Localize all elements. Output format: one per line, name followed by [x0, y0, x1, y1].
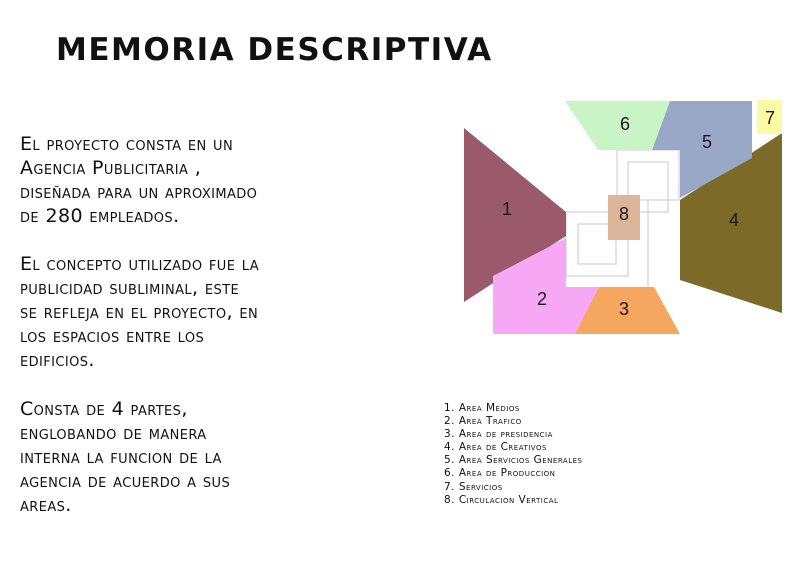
paragraph-line: Consta de 4 partes, — [20, 398, 188, 420]
paragraph-line: se refleja en el proyecto, en — [20, 301, 259, 323]
area-7-number: 7 — [764, 108, 776, 128]
paragraph-line: El proyecto consta en un — [20, 133, 234, 155]
legend-item: 1. Area Medios — [444, 402, 520, 414]
paragraph-line: El concepto utilizado fue la — [20, 253, 259, 275]
paragraph-concept — [20, 252, 259, 372]
paragraph-project — [20, 132, 257, 228]
area-8-number: 8 — [618, 204, 630, 224]
area-3-number: 3 — [618, 299, 630, 319]
paragraph-line: diseñada para un aproximado — [20, 181, 258, 203]
area-4-number: 4 — [728, 210, 740, 230]
paragraph-line: Agencia Publicitaria , — [20, 157, 202, 179]
legend-item: 2. Area Trafico — [444, 415, 522, 428]
legend-item: 8. Circulacion Vertical — [444, 493, 559, 506]
paragraph-line: areas. — [20, 494, 72, 516]
area-5-number: 5 — [701, 132, 713, 152]
legend-item: 7. Servicios — [444, 480, 503, 493]
legend-item: 4. Area de Creativos — [444, 441, 547, 454]
paragraph-line: de 280 empleados. — [20, 205, 180, 227]
paragraph-parts — [20, 397, 230, 517]
area-1-number: 1 — [501, 199, 513, 219]
legend-item: 5. Area Servicios Generales — [444, 454, 583, 467]
paragraph-line: edificios. — [20, 349, 95, 371]
page-title: MEMORIA DESCRIPTIVA — [56, 32, 493, 68]
paragraph-line: interna la funcion de la — [20, 446, 222, 468]
area-2-number: 2 — [536, 289, 548, 309]
legend-item: 6. Area de Produccion — [444, 467, 556, 480]
circulation-outline — [617, 150, 679, 200]
site-plan-diagram — [460, 96, 790, 342]
area-legend — [444, 402, 582, 507]
legend-item: 3. Area de presidencia — [444, 428, 553, 441]
area-6-shape — [565, 101, 670, 150]
paragraph-line: englobando de manera — [20, 422, 207, 444]
paragraph-line: los espacios entre los — [20, 325, 205, 347]
area-6-number: 6 — [619, 114, 631, 134]
paragraph-line: agencia de acuerdo a sus — [20, 470, 231, 492]
paragraph-line: publicidad subliminal, este — [20, 277, 240, 299]
